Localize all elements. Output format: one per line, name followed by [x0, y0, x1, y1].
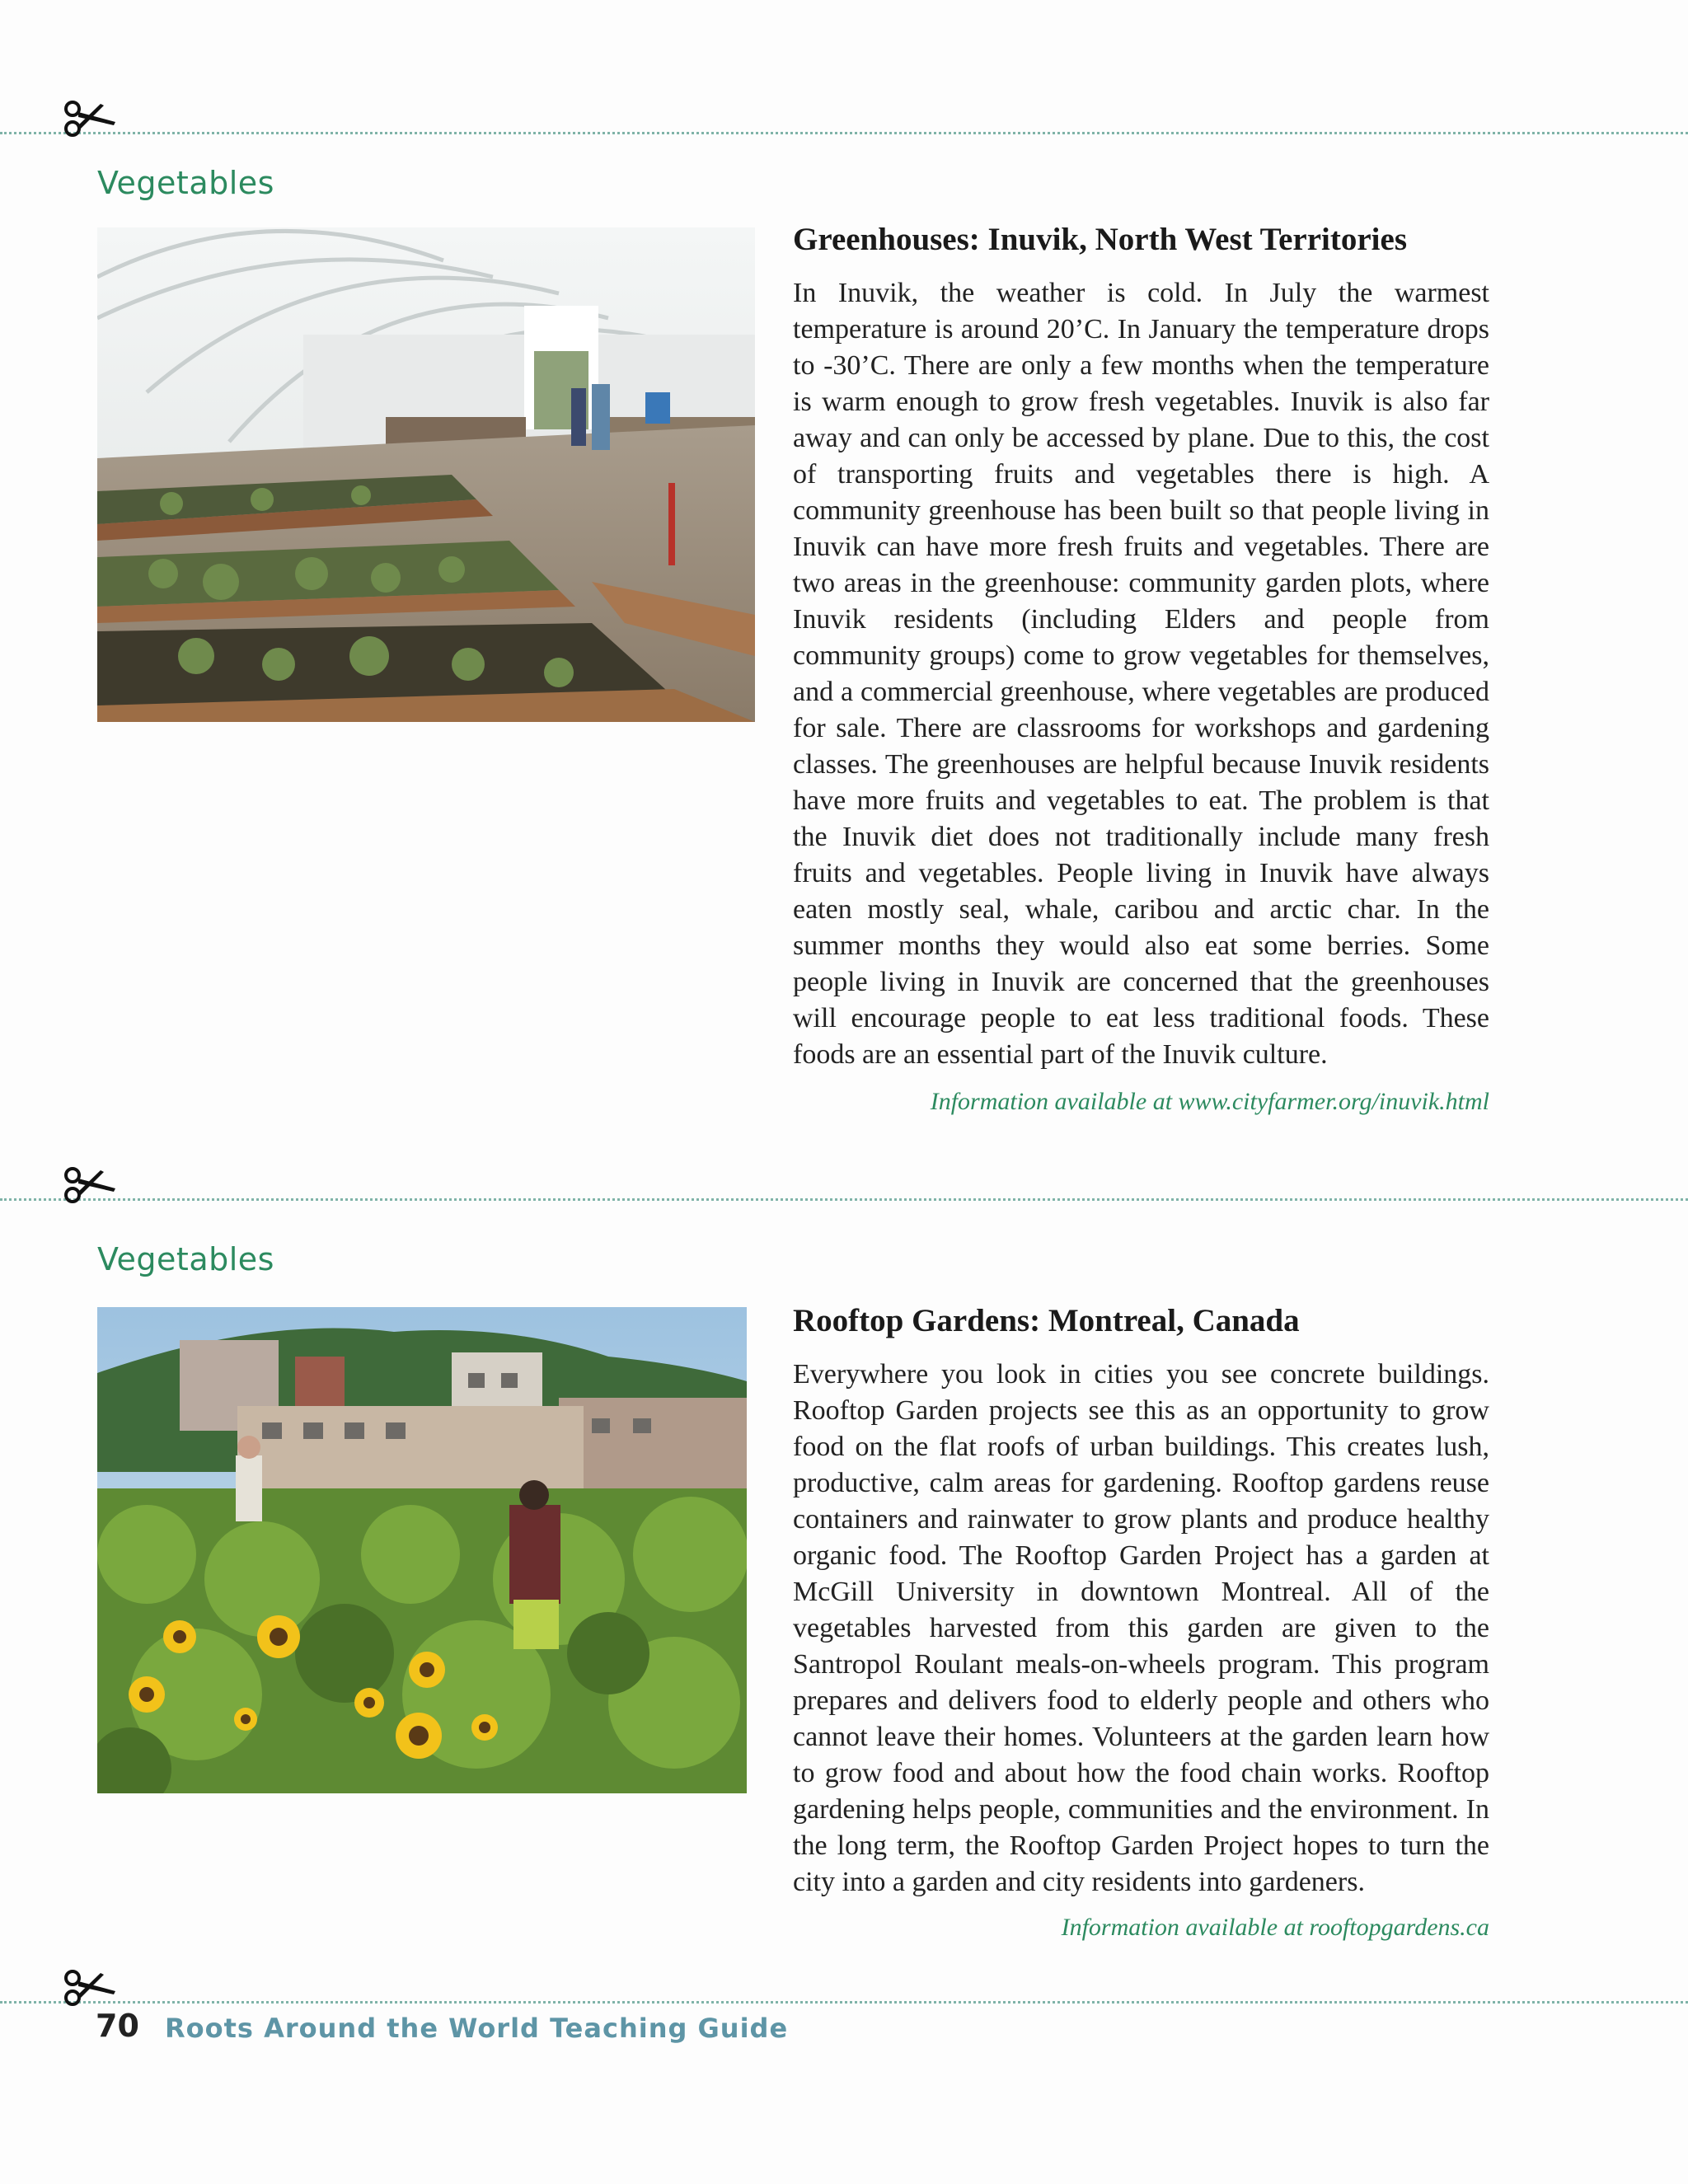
cut-line: [0, 1198, 1688, 1201]
section-label-greenhouses: Vegetables: [97, 165, 274, 201]
cut-line: [0, 2001, 1688, 2004]
page-number: 70: [96, 2008, 139, 2044]
scissors-icon: [64, 97, 119, 140]
card-body-greenhouses: In Inuvik, the weather is cold. In July the warmest temperature is around 20’C. In January the temperature drops to -30’C. There are only a few months when the temperature is warm enough to grow fresh vegetables. Inuvik is also far away and can only be accessed by plane. Due to this, the cost of transporting fruits and vegetables there is high. A community greenhouse has been built so that people living in Inuvik can have more fresh fruits and vegetables. There are two areas in the greenhouse: community garden plots, where Inuvik residents (including Elders and people from community groups) come to grow vegetables for themselves, and a commercial greenhouse, where vegetables are produced for sale. There are classrooms for workshops and gardening classes. The greenhouses are helpful because Inuvik residents have more fruits and vegetables to eat. The problem is that the Inuvik diet does not traditionally include many fresh fruits and vegetables. People living in Inuvik have always eaten mostly seal, whale, caribou and arctic char. In the summer months they would also eat some berries. Some people living in Inuvik are concerned that the greenhouses will encourage people to eat less traditional foods. These foods are an essential part of the Inuvik culture.: [793, 278, 1489, 1070]
card-title-greenhouses: Greenhouses: Inuvik, North West Territories: [793, 222, 1407, 257]
section-label-rooftop: Vegetables: [97, 1241, 274, 1277]
card-body-rooftop: Everywhere you look in cities you see concrete buildings. Rooftop Garden projects see this as an opportunity to grow food on the flat roofs of urban buildings. This creates lush, productive, calm areas for gardening. Rooftop gardens reuse containers and rainwater to grow plants and produce healthy organic food. The Rooftop Garden Project has a garden at McGill University in downtown Montreal. All of the vegetables harvested from this garden are given to the Santropol Roulant meals-on-wheels program. This program prepares and delivers food to elderly people and others who cannot leave their homes. Volunteers at the garden learn how to grow food and about how the food chain works. Rooftop gardening helps people, communities and the environment. In the long term, the Rooftop Garden Project hopes to turn the city into a garden and city residents into gardeners.: [793, 1359, 1489, 1897]
card-title-rooftop: Rooftop Gardens: Montreal, Canada: [793, 1303, 1300, 1338]
greenhouse-photo: [97, 227, 755, 722]
cut-line: [0, 132, 1688, 134]
rooftop-garden-photo: [97, 1307, 747, 1793]
source-link-greenhouses[interactable]: Information available at www.cityfarmer.org/inuvik.html: [930, 1088, 1489, 1115]
scissors-icon: [64, 1164, 119, 1207]
scissors-icon: [64, 1966, 119, 2009]
footer-guide-title: Roots Around the World Teaching Guide: [165, 2013, 789, 2044]
source-link-rooftop[interactable]: Information available at rooftopgardens.ca: [1061, 1914, 1489, 1941]
